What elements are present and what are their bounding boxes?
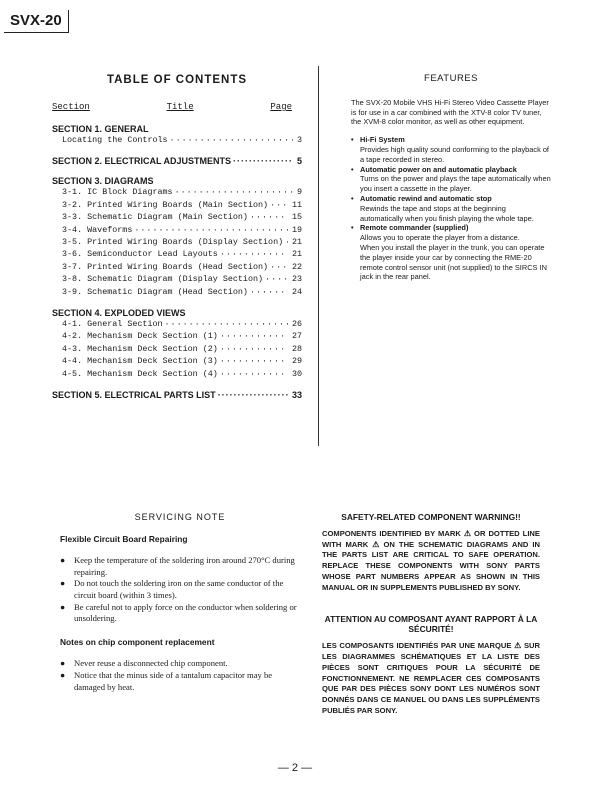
toc-section-heading: SECTION 2. ELECTRICAL ADJUSTMENTS ····· 5: [52, 156, 302, 166]
flex-board-title: Flexible Circuit Board Repairing: [60, 533, 188, 544]
features-list: [351, 135, 551, 282]
toc-col-page: Page: [270, 102, 292, 112]
toc-entry: 4-3. Mechanism Deck Section (2) ····· 28: [52, 343, 302, 355]
toc-entry: 3-9. Schematic Diagram (Head Section) ····· 24: [52, 286, 302, 298]
page-number: — 2 —: [277, 762, 313, 774]
features-section: [351, 74, 551, 282]
note-item: ● Keep the temperature of the soldering iron around 270°C during repairing.: [60, 555, 295, 577]
toc-section-heading: SECTION 5. ELECTRICAL PARTS LIST ····· 33: [52, 390, 302, 400]
toc-entry: 4-2. Mechanism Deck Section (1) ····· 27: [52, 330, 302, 342]
chip-title: Notes on chip component replacement: [60, 636, 215, 647]
toc-entry: 3-2. Printed Wiring Boards (Main Section) ····· 11: [52, 199, 302, 211]
bullet-icon: •: [351, 135, 354, 145]
feature-item: • Remote commander (supplied) Allows you to operate the player from a distance. When you install the player in the trunk, you can operate the player inside your car by connecting the RME-20 remote control sensor unit (not supplied) to the SIRCS IN jack in the rear panel.: [351, 223, 547, 282]
toc-col-section: Section: [52, 102, 90, 112]
toc-entry: 4-4. Mechanism Deck Section (3) ····· 29: [52, 355, 302, 367]
toc-entry: 4-5. Mechanism Deck Section (4) ····· 30: [52, 368, 302, 380]
note-item: ● Be careful not to apply force on the conductor when soldering or unsoldering.: [60, 601, 297, 624]
servicing-note: [60, 512, 300, 693]
toc-entry: 4-1. General Section ····· 26: [52, 318, 302, 330]
table-of-contents: [52, 74, 302, 400]
feature-item: • Hi-Fi System Provides high quality sound conforming to the playback of a tape recorded in stereo.: [351, 135, 549, 164]
warning-mark-icon: ⚠: [372, 539, 380, 549]
features-title: FEATURES: [424, 73, 478, 84]
toc-col-title: Title: [166, 102, 194, 112]
toc-entry: 3-6. Semiconductor Lead Layouts ····· 21: [52, 248, 302, 260]
note-item: ● Never reuse a disconnected chip component.: [60, 658, 228, 669]
safety-title: SAFETY-RELATED COMPONENT WARNING!!: [341, 512, 521, 522]
toc-entry: 3-3. Schematic Diagram (Main Section) ····· 15: [52, 211, 302, 223]
toc-entry: 3-5. Printed Wiring Boards (Display Section) ····· 21: [52, 236, 302, 248]
note-item: ● Do not touch the soldering iron on the same conductor of the circuit board (within 3 times).: [60, 578, 284, 600]
bullet-icon: •: [351, 223, 354, 233]
bullet-icon: ●: [60, 601, 66, 612]
bullet-icon: •: [351, 164, 354, 174]
safety-english: COMPONENTS IDENTIFIED BY MARK ⚠ OR DOTTED LINE WITH MARK ⚠ ON THE SCHEMATIC DIAGRAMS AND IN THE PARTS LIST ARE CRITICAL TO SAFE OPERATION. REPLACE THESE COMPONENTS WITH SONY PARTS WHOSE PART NUMBERS APPEAR AS SHOWN IN THIS MANUAL OR IN SUPPLEMENTS PUBLISHED BY SONY.: [322, 528, 540, 592]
bullet-icon: ●: [60, 658, 66, 669]
warning-mark-icon: ⚠: [463, 528, 472, 538]
toc-column-headers: [52, 102, 302, 112]
feature-item: • Automatic power on and automatic playback Turns on the power and plays the tape automatically when you insert a cassette in the player.: [351, 164, 551, 194]
toc-title: TABLE OF CONTENTS: [106, 74, 248, 86]
toc-section-heading: SECTION 3. DIAGRAMS: [52, 176, 154, 187]
features-intro: The SVX-20 Mobile VHS Hi-Fi Stereo Video Cassette Player is for use in a car combined with the XTV-8 color TV tuner, the XVM-8 color monitor, as well as other equipment.: [351, 97, 549, 127]
chip-list: [60, 658, 300, 693]
warning-mark-icon: ⚠: [514, 641, 522, 651]
safety-warning: [322, 512, 540, 717]
safety-french: LES COMPOSANTS IDENTIFIÉS PAR UNE MARQUE ⚠ SUR LES DIAGRAMMES SCHÉMATIQUES ET LA LISTE DES PIÈCES SONT CRITIQUES POUR LA SÉCURITÉ DE FONCTIONNEMENT. NE REMPLACER CES COMPOSANTS QUE PAR DES PIÈCES SONY DONT LES NUMÉROS SONT DONNÉS DANS CE MANUEL OU DANS LES SUPPLÉMENTS PUBLIÉS PAR SONY.: [322, 641, 540, 715]
column-divider: [318, 66, 319, 446]
toc-entry: 3-7. Printed Wiring Boards (Head Section) ····· 22: [52, 261, 302, 273]
toc-section-heading: SECTION 1. GENERAL: [52, 124, 149, 134]
bullet-icon: ●: [60, 669, 66, 680]
toc-entry: 3-1. IC Block Diagrams ····· 9: [52, 186, 302, 198]
model-label: SVX-20: [4, 10, 69, 33]
flex-board-list: [60, 555, 300, 625]
toc-entry: 3-4. Waveforms ····· 19: [52, 224, 302, 236]
bullet-icon: ●: [60, 578, 66, 589]
toc-entry: 3-8. Schematic Diagram (Display Section) ····· 23: [52, 273, 302, 285]
note-item: ● Notice that the minus side of a tantalum capacitor may be damaged by heat.: [60, 669, 273, 692]
bullet-icon: ●: [60, 555, 66, 566]
servicing-title: SERVICING NOTE: [134, 512, 226, 522]
toc-body: [52, 124, 302, 400]
toc-section-heading: SECTION 4. EXPLODED VIEWS: [52, 308, 186, 319]
safety-french-title: ATTENTION AU COMPOSANT AYANT RAPPORT À LA SÉCURITÉ!: [324, 613, 538, 635]
toc-entry: Locating the Controls ····· 3: [52, 134, 302, 146]
feature-item: • Automatic rewind and automatic stop Rewinds the tape and stops at the beginning automatically when you finish playing the whole tape.: [351, 193, 534, 223]
bullet-icon: •: [351, 193, 354, 203]
